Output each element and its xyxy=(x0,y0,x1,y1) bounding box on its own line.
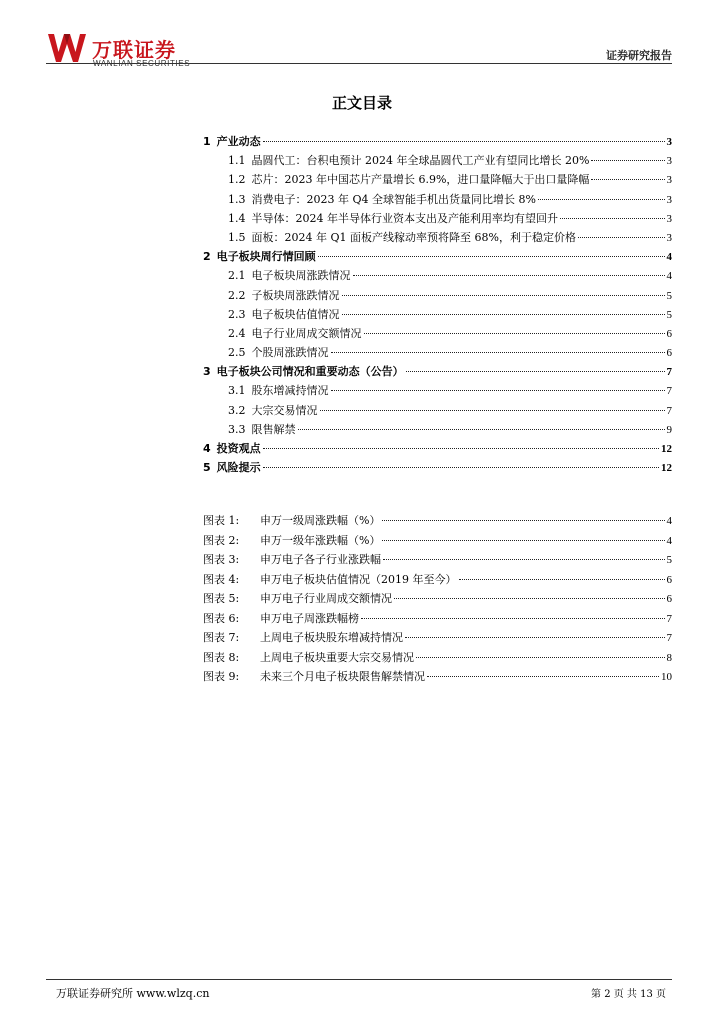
toc-subsection-entry[interactable] xyxy=(203,382,672,401)
toc-entry-page: 12 xyxy=(661,443,672,455)
toc-subsection-entry[interactable] xyxy=(203,171,672,190)
toc-entry-page: 3 xyxy=(666,193,672,206)
toc-entry-page: 9 xyxy=(666,423,672,436)
toc-entry-number: 2.4 xyxy=(228,326,246,340)
toc-entry-number: 3.1 xyxy=(228,384,246,398)
figure-list-entry[interactable] xyxy=(203,551,672,571)
figure-label: 图表 3: xyxy=(203,553,240,566)
toc-entry-number: 2.5 xyxy=(228,346,246,360)
dot-leader xyxy=(591,179,664,180)
toc-entry-number: 2.1 xyxy=(228,269,246,283)
toc-entry-title: 面板：2024 年 Q1 面板产线稼动率预将降至 68%，利于稳定价格 xyxy=(251,230,576,244)
figure-label: 图表 1: xyxy=(203,514,240,527)
figure-title: 申万电子行业周成交额情况 xyxy=(260,592,392,605)
toc-subsection-entry[interactable] xyxy=(203,287,672,306)
toc-entry-title: 电子板块周行情回顾 xyxy=(216,250,316,264)
dot-leader xyxy=(405,637,665,638)
toc-entry-number: 2 xyxy=(203,250,211,264)
figure-page: 7 xyxy=(666,632,672,644)
figure-list-entry[interactable] xyxy=(203,668,672,688)
figure-page: 4 xyxy=(666,534,672,547)
header-divider xyxy=(46,63,672,64)
figure-title: 上周电子板块重要大宗交易情况 xyxy=(260,650,414,664)
figure-list-entry[interactable] xyxy=(203,512,672,532)
toc-subsection-entry[interactable] xyxy=(203,229,672,248)
toc-entry-title: 股东增减持情况 xyxy=(251,384,329,398)
dot-leader xyxy=(459,579,665,580)
toc-entry-page: 3 xyxy=(666,231,672,244)
toc-subsection-entry[interactable] xyxy=(203,344,672,363)
toc-entry-number: 2.2 xyxy=(228,288,246,302)
toc-entry-title: 个股周涨跌情况 xyxy=(251,346,329,360)
toc-section-entry[interactable] xyxy=(203,459,672,478)
footer-divider xyxy=(46,979,672,980)
figure-label: 图表 6: xyxy=(203,611,240,625)
toc-entry-number: 2.3 xyxy=(228,307,246,321)
figure-list xyxy=(203,512,672,688)
toc-entry-page: 5 xyxy=(666,308,672,321)
logo-chinese-name: 万联证券 xyxy=(92,38,176,62)
figure-label: 图表 7: xyxy=(203,631,240,644)
figure-label: 图表 5: xyxy=(203,592,240,605)
toc-entry-number: 1.5 xyxy=(228,230,246,244)
toc-entry-page: 7 xyxy=(666,366,672,379)
dot-leader xyxy=(263,467,659,468)
dot-leader xyxy=(406,371,665,372)
toc-entry-title: 芯片：2023 年中国芯片产量增长 6.9%，进口量降幅大于出口量降幅 xyxy=(251,173,590,187)
toc-entry-title: 电子板块公司情况和重要动态（公告） xyxy=(216,365,404,379)
figure-label: 图表 2: xyxy=(203,533,240,547)
toc-entry-number: 5 xyxy=(203,461,211,475)
dot-leader xyxy=(298,429,665,430)
figure-title: 申万电子各子行业涨跌幅 xyxy=(260,553,381,566)
toc-subsection-entry[interactable] xyxy=(203,267,672,286)
toc-subsection-entry[interactable] xyxy=(203,152,672,171)
toc-entry-title: 投资观点 xyxy=(216,442,261,455)
toc-subsection-entry[interactable] xyxy=(203,402,672,421)
dot-leader xyxy=(342,314,665,315)
toc-entry-title: 消费电子：2023 年 Q4 全球智能手机出货量同比增长 8% xyxy=(251,192,536,206)
dot-leader xyxy=(263,448,659,449)
dot-leader xyxy=(383,559,665,560)
toc-entry-number: 3.3 xyxy=(228,422,246,436)
toc-entry-page: 3 xyxy=(666,212,672,225)
figure-list-entry[interactable] xyxy=(203,590,672,610)
toc-entry-page: 4 xyxy=(666,251,672,264)
toc-entry-number: 1.2 xyxy=(228,173,246,187)
toc-entry-title: 电子板块周涨跌情况 xyxy=(251,269,351,283)
dot-leader xyxy=(331,390,665,391)
toc-entry-title: 晶圆代工：台积电预计 2024 年全球晶圆代工产业有望同比增长 20% xyxy=(251,154,590,168)
toc-subsection-entry[interactable] xyxy=(203,191,672,210)
figure-list-entry[interactable] xyxy=(203,649,672,669)
figure-page: 4 xyxy=(666,515,672,527)
toc-section-entry[interactable] xyxy=(203,363,672,382)
dot-leader xyxy=(342,295,665,296)
toc-entry-number: 3.2 xyxy=(228,403,246,417)
toc-section-entry[interactable] xyxy=(203,133,672,152)
dot-leader xyxy=(382,520,664,521)
figure-page: 6 xyxy=(666,593,672,605)
figure-title: 申万电子周涨跌幅榜 xyxy=(260,611,359,625)
toc-entry-number: 1.3 xyxy=(228,192,246,206)
dot-leader xyxy=(538,199,665,200)
toc-entry-title: 半导体：2024 年半导体行业资本支出及产能利用率均有望回升 xyxy=(251,211,558,225)
figure-page: 8 xyxy=(666,651,672,664)
toc-entry-title: 产业动态 xyxy=(216,135,261,148)
toc-entry-number: 1.1 xyxy=(228,154,246,168)
toc-entry-page: 6 xyxy=(666,347,672,360)
dot-leader xyxy=(394,598,665,599)
toc-section-entry[interactable] xyxy=(203,440,672,459)
toc-entry-page: 7 xyxy=(666,385,672,398)
footer-publisher: 万联证券研究所 www.wlzq.cn xyxy=(56,987,210,1000)
page-title: 正文目录 xyxy=(331,94,392,112)
toc-entry-page: 12 xyxy=(661,462,672,475)
wanlian-w-logo-icon xyxy=(46,32,88,64)
toc-subsection-entry[interactable] xyxy=(203,306,672,325)
dot-leader xyxy=(560,218,665,219)
dot-leader xyxy=(591,160,664,161)
figure-page: 10 xyxy=(661,671,672,683)
figure-page: 6 xyxy=(666,573,672,586)
toc-entry-title: 电子行业周成交额情况 xyxy=(251,326,362,340)
toc-subsection-entry[interactable] xyxy=(203,325,672,344)
dot-leader xyxy=(416,657,665,658)
toc-entry-title: 风险提示 xyxy=(216,461,261,475)
toc-subsection-entry[interactable] xyxy=(203,210,672,229)
figure-title: 申万电子板块估值情况（2019 年至今） xyxy=(260,572,457,586)
dot-leader xyxy=(364,333,665,334)
dot-leader xyxy=(361,618,665,619)
figure-label: 图表 8: xyxy=(203,650,240,664)
figure-list-entry[interactable] xyxy=(203,532,672,552)
dot-leader xyxy=(578,237,665,238)
figure-list-entry[interactable] xyxy=(203,629,672,649)
toc-entry-page: 6 xyxy=(666,327,672,340)
figure-title: 上周电子板块股东增减持情况 xyxy=(260,631,403,644)
toc-section-entry[interactable] xyxy=(203,248,672,267)
figure-list-entry[interactable] xyxy=(203,571,672,591)
figure-title: 申万一级年涨跌幅（%） xyxy=(260,533,381,547)
toc-entry-number: 1.4 xyxy=(228,211,246,225)
figure-label: 图表 9: xyxy=(203,670,240,683)
toc-entry-number: 1 xyxy=(203,135,211,148)
table-of-contents xyxy=(203,133,672,478)
footer-page-number: 第 2 页 共 13 页 xyxy=(591,989,666,1000)
figure-title: 未来三个月电子板块限售解禁情况 xyxy=(260,670,425,683)
toc-entry-title: 大宗交易情况 xyxy=(251,403,318,417)
toc-entry-title: 限售解禁 xyxy=(251,422,296,436)
dot-leader xyxy=(331,352,665,353)
toc-entry-page: 5 xyxy=(666,289,672,302)
figure-page: 7 xyxy=(666,612,672,625)
toc-subsection-entry[interactable] xyxy=(203,421,672,440)
dot-leader xyxy=(427,676,659,677)
toc-entry-page: 3 xyxy=(666,174,672,187)
dot-leader xyxy=(320,410,665,411)
figure-page: 5 xyxy=(666,554,672,566)
figure-label: 图表 4: xyxy=(203,572,240,586)
document-type-label: 证券研究报告 xyxy=(606,49,672,62)
dot-leader xyxy=(318,256,665,257)
toc-entry-page: 4 xyxy=(666,270,672,283)
toc-entry-page: 3 xyxy=(666,136,672,148)
toc-entry-title: 电子板块估值情况 xyxy=(251,307,340,321)
dot-leader xyxy=(263,141,665,142)
logo-english-name: WANLIAN SECURITIES xyxy=(93,59,191,68)
dot-leader xyxy=(353,275,665,276)
toc-entry-number: 3 xyxy=(203,365,211,379)
toc-entry-number: 4 xyxy=(203,442,211,455)
figure-title: 申万一级周涨跌幅（%） xyxy=(260,514,381,527)
toc-entry-title: 子板块周涨跌情况 xyxy=(251,288,340,302)
figure-list-entry[interactable] xyxy=(203,610,672,630)
toc-entry-page: 3 xyxy=(666,155,672,168)
dot-leader xyxy=(382,540,664,541)
toc-entry-page: 7 xyxy=(666,404,672,417)
